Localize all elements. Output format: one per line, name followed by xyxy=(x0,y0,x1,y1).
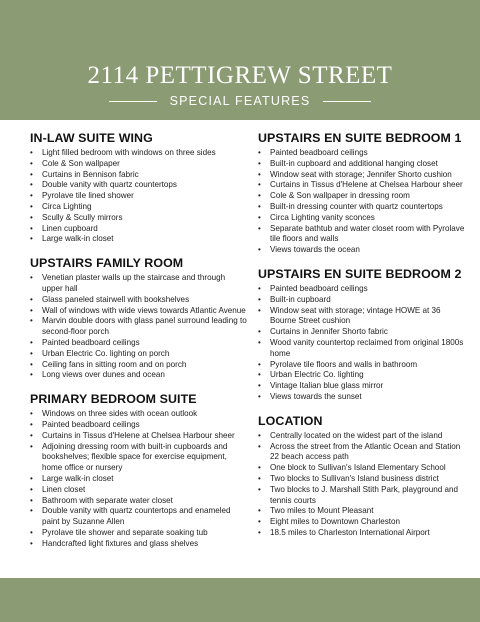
feature-item: • Circa Lighting xyxy=(30,202,248,213)
feature-item: • Two blocks to J. Marshall Stith Park, playground and tennis courts xyxy=(258,485,468,507)
page-subtitle: SPECIAL FEATURES xyxy=(169,94,311,108)
feature-item: • Pyrolave tile floors and walls in bathroom xyxy=(258,360,468,371)
divider-rule-right xyxy=(323,101,371,102)
feature-item: • Window seat with storage; Jennifer Shorto cushion xyxy=(258,170,468,181)
feature-item: • Pyrolave tile lined shower xyxy=(30,191,248,202)
feature-item: • Scully & Scully mirrors xyxy=(30,213,248,224)
feature-item: • One block to Sullivan's Island Elementary School xyxy=(258,463,468,474)
feature-item: • Curtains in Jennifer Shorto fabric xyxy=(258,327,468,338)
feature-item: • Linen closet xyxy=(30,485,248,496)
feature-list xyxy=(30,148,248,245)
section-heading: UPSTAIRS EN SUITE BEDROOM 1 xyxy=(258,131,462,145)
section-upstairs-family-room xyxy=(30,256,248,381)
feature-item: • Two miles to Mount Pleasant xyxy=(258,506,468,517)
feature-item: • Long views over dunes and ocean xyxy=(30,370,248,381)
section-heading: UPSTAIRS FAMILY ROOM xyxy=(30,256,184,271)
feature-item: • Cole & Son wallpaper xyxy=(30,159,248,170)
feature-item: • Painted beadboard ceilings xyxy=(258,284,468,295)
section-heading: UPSTAIRS EN SUITE BEDROOM 2 xyxy=(258,266,462,281)
feature-list xyxy=(258,148,468,256)
section-upstairs-en-suite-bedroom-1 xyxy=(258,131,468,256)
feature-item: • Two blocks to Sullivan's Island business district xyxy=(258,474,468,485)
feature-item: • Bathroom with separate water closet xyxy=(30,496,248,507)
feature-list xyxy=(258,431,468,539)
feature-item: • Painted beadboard ceilings xyxy=(30,338,248,349)
feature-item: • Handcrafted light fixtures and glass shelves xyxy=(30,539,248,550)
feature-item: • Venetian plaster walls up the staircase and through upper hall xyxy=(30,273,248,295)
feature-item: • Wall of windows with wide views towards Atlantic Avenue xyxy=(30,306,248,317)
feature-item: • Double vanity with quartz countertops xyxy=(30,180,248,191)
feature-item: • Across the street from the Atlantic Ocean and Station 22 beach access path xyxy=(258,442,468,464)
feature-item: • Marvin double doors with glass panel surround leading to second-floor porch xyxy=(30,316,248,338)
feature-item: • Curtains in Tissus d'Helene at Chelsea Harbour sheer xyxy=(258,180,468,191)
section-location xyxy=(258,414,468,539)
feature-item: • Glass paneled stairwell with bookshelves xyxy=(30,295,248,306)
section-upstairs-en-suite-bedroom-2 xyxy=(258,267,468,403)
left-column xyxy=(30,131,248,561)
feature-item: • Painted beadboard ceilings xyxy=(30,420,248,431)
section-in-law-suite-wing xyxy=(30,131,248,245)
feature-item: • Double vanity with quartz countertops and enameled paint by Suzanne Allen xyxy=(30,506,248,528)
feature-item: • Curtains in Tissus d'Helene at Chelsea Harbour sheer xyxy=(30,431,248,442)
feature-item: • Views towards the ocean xyxy=(258,245,468,256)
feature-item: • Built-in cupboard and additional hanging closet xyxy=(258,159,468,170)
feature-item: • Built-in cupboard xyxy=(258,295,468,306)
feature-item: • Curtains in Bennison fabric xyxy=(30,170,248,181)
section-heading: LOCATION xyxy=(258,413,323,428)
feature-item: • Window seat with storage; vintage HOWE at 36 Bourne Street cushion xyxy=(258,306,468,328)
feature-item: • Views towards the sunset xyxy=(258,392,468,403)
feature-item: • Pyrolave tile shower and separate soaking tub xyxy=(30,528,248,539)
section-heading: IN-LAW SUITE WING xyxy=(30,131,153,145)
feature-item: • Cole & Son wallpaper in dressing room xyxy=(258,191,468,202)
feature-item: • Wood vanity countertop reclaimed from original 1800s home xyxy=(258,338,468,360)
feature-item: • Circa Lighting vanity sconces xyxy=(258,213,468,224)
feature-list xyxy=(258,284,468,403)
subtitle-row xyxy=(0,94,480,108)
section-heading: PRIMARY BEDROOM SUITE xyxy=(30,392,197,407)
feature-item: • Vintage Italian blue glass mirror xyxy=(258,381,468,392)
feature-item: • Windows on three sides with ocean outlook xyxy=(30,409,248,420)
feature-item: • Light filled bedroom with windows on three sides xyxy=(30,148,248,159)
feature-item: • Ceiling fans in sitting room and on porch xyxy=(30,360,248,371)
header-band xyxy=(0,0,480,120)
page-title: 2114 PETTIGREW STREET xyxy=(87,62,393,89)
feature-item: • Eight miles to Downtown Charleston xyxy=(258,517,468,528)
divider-rule-left xyxy=(109,101,157,102)
feature-item: • Centrally located on the widest part of the island xyxy=(258,431,468,442)
feature-item: • Separate bathtub and water closet room with Pyrolave tile floors and walls xyxy=(258,224,468,246)
footer-band xyxy=(0,578,480,622)
feature-item: • Built-in dressing counter with quartz countertops xyxy=(258,202,468,213)
feature-item: • Painted beadboard ceilings xyxy=(258,148,468,159)
feature-item: • Adjoining dressing room with built-in cupboards and bookshelves; flexible space for exercise equipment, home office or nursery xyxy=(30,442,248,474)
feature-list xyxy=(30,409,248,549)
feature-item: • Large walk-in closet xyxy=(30,234,248,245)
feature-list xyxy=(30,273,248,381)
feature-item: • Large walk-in closet xyxy=(30,474,248,485)
right-column xyxy=(258,131,468,550)
feature-item: • Urban Electric Co. lighting on porch xyxy=(30,349,248,360)
section-primary-bedroom-suite xyxy=(30,392,248,549)
feature-item: • Linen cupboard xyxy=(30,224,248,235)
feature-item: • Urban Electric Co. lighting xyxy=(258,370,468,381)
feature-item: • 18.5 miles to Charleston International Airport xyxy=(258,528,468,539)
